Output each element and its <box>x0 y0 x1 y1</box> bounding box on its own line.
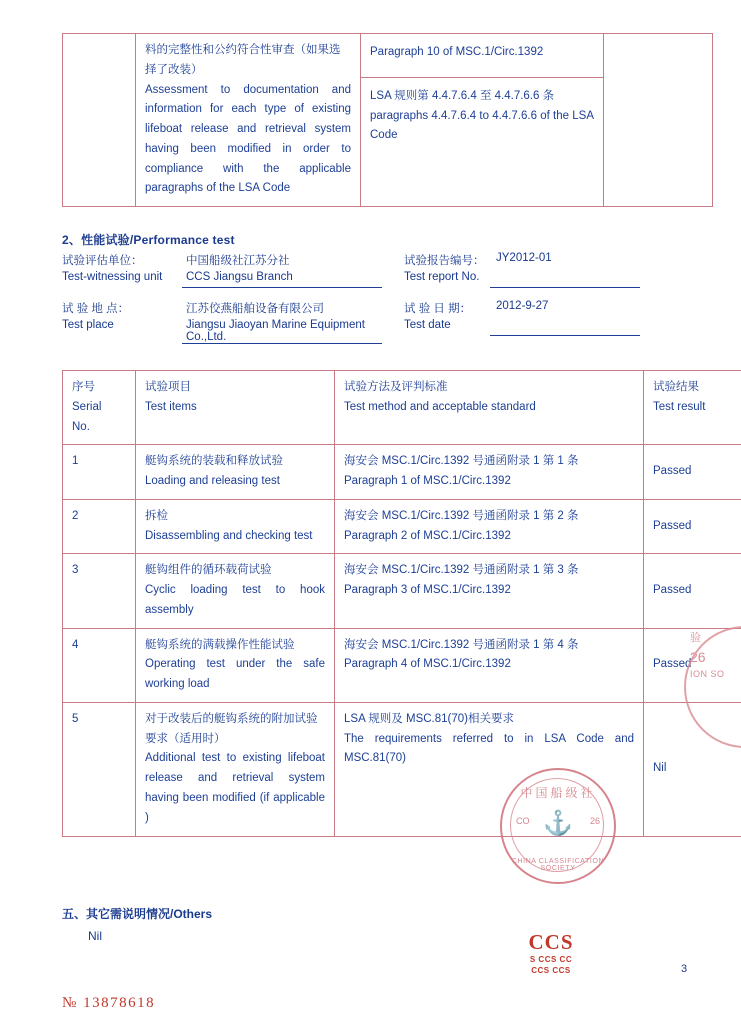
table-header-row <box>63 371 741 445</box>
item-text-cn: 料的完整性和公约符合性审查（如果选择了改装） <box>145 44 341 76</box>
value-test-witnessing-unit-cn: 中国船级社江苏分社 <box>186 255 290 267</box>
label-cn: 试验评估单位： <box>62 255 143 267</box>
cell-serial: 1 <box>63 445 136 500</box>
label2-en: Test report No. <box>404 271 480 283</box>
value-test-place-cn: 江苏佼燕船舶设备有限公司 <box>186 303 324 315</box>
label-test-place <box>62 300 182 316</box>
value-test-date: 2012-9-27 <box>496 300 549 312</box>
cell-item <box>136 702 335 836</box>
method-en: Paragraph 1 of MSC.1/Circ.1392 <box>344 475 511 488</box>
section-heading-others: 五、其它需说明情况/Others <box>62 907 213 921</box>
method-en: The requirements referred to in LSA Code and MSC.81(70) <box>344 732 634 765</box>
cell-method <box>335 499 644 554</box>
ccs-logo <box>519 932 583 975</box>
cell-method <box>335 554 644 628</box>
header-serial-en2: No. <box>72 420 90 433</box>
cell-result: Passed <box>644 628 741 702</box>
method-cn: 海安会 MSC.1/Circ.1392 号通函附录 1 第 1 条 <box>344 455 579 468</box>
header-items-cn: 试验项目 <box>145 381 191 393</box>
item-text-en: Assessment to documentation and information for each type of existing lifeboat release and retrieval system having been modified in order to compliance with the applicable paragraphs of the LSA Code <box>145 83 351 195</box>
header-serial-en: Serial <box>72 400 102 413</box>
item-en: Loading and releasing test <box>145 475 280 488</box>
stamp-text-left: CO <box>516 816 530 826</box>
edge-stamp-line3: ION SO <box>690 668 725 679</box>
label-en: Test place <box>62 319 114 331</box>
cell-result <box>604 34 713 207</box>
cell-method <box>335 445 644 500</box>
document-serial <box>62 995 155 1012</box>
serial-prefix: № <box>62 995 78 1011</box>
header-method-cn: 试验方法及评判标准 <box>344 381 448 393</box>
info-row-unit-en <box>62 271 678 288</box>
cell-item <box>136 554 335 628</box>
cell-item <box>136 499 335 554</box>
cell-serial: 5 <box>63 702 136 836</box>
label-test-witnessing-unit-en <box>62 271 182 283</box>
table-row <box>63 554 741 628</box>
value-test-witnessing-unit-en: CCS Jiangsu Branch <box>182 271 382 288</box>
table-row <box>361 77 603 155</box>
header-serial <box>63 371 136 445</box>
section-heading-performance-test: 2、性能试验/Performance test <box>62 233 235 247</box>
method-en: Paragraph 3 of MSC.1/Circ.1392 <box>344 584 511 597</box>
cell-result: Passed <box>644 499 741 554</box>
anchor-icon: ⚓ <box>543 810 573 837</box>
cell-method <box>361 34 604 207</box>
item-en: Operating test under the safe working load <box>145 658 325 691</box>
label-cn: 试 验 地 点： <box>62 303 130 315</box>
value-test-place-en: Jiangsu Jiaoyan Marine Equipment Co.,Ltd. <box>182 319 382 344</box>
item-cn: 艇钩组件的循环载荷试验 <box>145 564 272 577</box>
test-info-block <box>62 252 678 346</box>
item-en: Cyclic loading test to hook assembly <box>145 584 325 616</box>
table-row <box>63 702 741 836</box>
header-method <box>335 371 644 445</box>
stamp-text-cn-bottom: CHINA CLASSIFICATION SOCIETY <box>511 858 605 872</box>
item-en: Disassembling and checking test <box>145 529 313 542</box>
header-serial-cn: 序号 <box>72 381 95 393</box>
table-row <box>63 499 741 554</box>
method-ref-2-en: paragraphs 4.4.7.6.4 to 4.4.7.6.6 of the LSA Code <box>370 109 594 142</box>
method-cn: LSA 规则及 MSC.81(70)相关要求 <box>344 712 514 725</box>
method-subtable <box>361 34 603 155</box>
header-result-cn: 试验结果 <box>653 381 699 393</box>
cell-item <box>136 445 335 500</box>
cell-method <box>335 702 644 836</box>
value-test-date-en <box>490 319 640 336</box>
method-ref-2 <box>361 77 603 155</box>
cell-serial: 4 <box>63 628 136 702</box>
cell-serial: 3 <box>63 554 136 628</box>
label-test-date <box>382 300 490 316</box>
stamp-text-cn-top: 中国船级社 <box>520 786 596 800</box>
method-ref-2-cn: LSA 规则第 4.4.7.6.4 至 4.4.7.6.6 条 <box>370 89 555 102</box>
table-row <box>361 34 603 77</box>
item-en: Additional test to existing lifeboat release and retrieval system having been modified (if applicable ) <box>145 752 325 824</box>
method-cn: 海安会 MSC.1/Circ.1392 号通函附录 1 第 3 条 <box>344 564 579 577</box>
label-test-place-en <box>62 319 182 331</box>
table-row <box>63 34 713 207</box>
info-row-place-en <box>62 319 678 344</box>
ccs-logo-bar2: CCS CCS <box>531 966 571 976</box>
label2-cn: 试 验 日 期： <box>404 303 472 315</box>
label-test-witnessing-unit <box>62 252 182 268</box>
cell-serial: 2 <box>63 499 136 554</box>
method-cn: 海安会 MSC.1/Circ.1392 号通函附录 1 第 4 条 <box>344 638 579 651</box>
label-test-report-no-en <box>382 271 490 283</box>
item-cn: 艇钩系统的装载和释放试验 <box>145 455 283 468</box>
cell-result: Nil <box>644 702 741 836</box>
header-items-en: Test items <box>145 400 197 413</box>
table-row <box>63 628 741 702</box>
ccs-logo-bar1: S CCS CC <box>529 955 573 964</box>
cell-method <box>335 628 644 702</box>
edge-stamp-line2: 26 <box>690 648 706 665</box>
header-result-en: Test result <box>653 400 706 413</box>
item-cn: 拆检 <box>145 509 168 522</box>
label-test-date-en <box>382 319 490 331</box>
info-row-place <box>62 300 678 317</box>
cell-result: Passed <box>644 554 741 628</box>
item-cn: 对于改装后的艇钩系统的附加试验要求（适用时） <box>145 712 318 745</box>
label2-en: Test date <box>404 319 451 331</box>
header-result <box>644 371 741 445</box>
label-test-report-no <box>382 252 490 268</box>
info-row-unit <box>62 252 678 269</box>
cell-result: Passed <box>644 445 741 500</box>
value-test-report-no: JY2012-01 <box>496 252 552 264</box>
method-ref-1: Paragraph 10 of MSC.1/Circ.1392 <box>361 34 603 77</box>
others-value: Nil <box>88 929 102 943</box>
item-cn: 艇钩系统的满载操作性能试验 <box>145 638 295 651</box>
stamp-text-right: 26 <box>589 816 600 826</box>
label2-cn: 试验报告编号： <box>404 255 485 267</box>
cell-item <box>136 628 335 702</box>
method-cn: 海安会 MSC.1/Circ.1392 号通函附录 1 第 2 条 <box>344 509 579 522</box>
header-test-items <box>136 371 335 445</box>
page-number: 3 <box>681 963 688 975</box>
value-test-report-no-en <box>490 271 640 288</box>
header-method-en: Test method and acceptable standard <box>344 400 536 413</box>
method-en: Paragraph 4 of MSC.1/Circ.1392 <box>344 658 511 671</box>
ccs-logo-mark: CCS <box>528 930 574 954</box>
cell-item <box>136 34 361 207</box>
performance-test-table <box>62 370 741 837</box>
label-en: Test-witnessing unit <box>62 271 163 283</box>
table-row <box>63 445 741 500</box>
method-en: Paragraph 2 of MSC.1/Circ.1392 <box>344 529 511 542</box>
documentation-review-table <box>62 33 713 207</box>
serial-number: 13878618 <box>83 995 156 1011</box>
cell-serial <box>63 34 136 207</box>
edge-stamp-line1: 验 <box>690 632 702 644</box>
